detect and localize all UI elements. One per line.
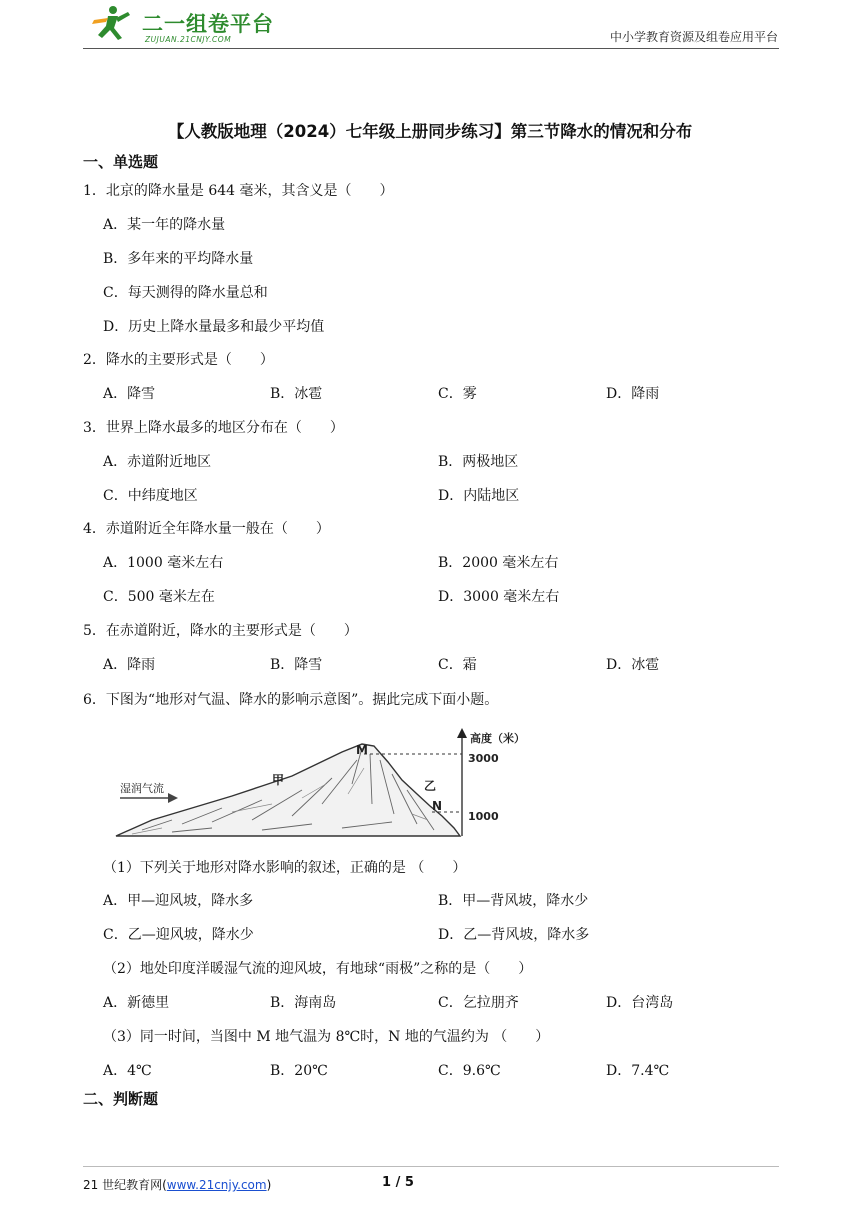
- question-2-stem: 2．降水的主要形式是（ ）: [83, 352, 274, 368]
- sq3-option-b: B．20℃: [270, 1063, 328, 1079]
- subquestion-3-stem: （3）同一时间，当图中 M 地气温为 8℃时，N 地的气温约为 （ ）: [103, 1029, 550, 1045]
- sq1-option-d: D．乙—背风坡，降水多: [438, 927, 590, 943]
- question-6-stem: 6．下图为“地形对气温、降水的影响示意图”。据此完成下面小题。: [83, 692, 499, 708]
- logo-subtext: ZUJUAN.21CNJY.COM: [145, 35, 232, 44]
- q3-option-b: B．两极地区: [438, 454, 519, 470]
- footer-suffix: ): [266, 1178, 272, 1192]
- header-right-text: 中小学教育资源及组卷应用平台: [609, 30, 778, 44]
- q3-option-d: D．内陆地区: [438, 488, 520, 504]
- label-n: N: [432, 799, 443, 813]
- q4-option-b: B．2000 毫米左右: [438, 555, 559, 571]
- footer-divider: [83, 1166, 779, 1167]
- question-5-stem: 5．在赤道附近，降水的主要形式是（ ）: [83, 623, 358, 639]
- footer-source: [83, 1176, 271, 1193]
- axis-title: 高度（米）: [470, 732, 525, 745]
- axis-arrow-icon: [457, 728, 467, 738]
- terrain-diagram: [112, 724, 525, 844]
- q1-option-d: D．历史上降水量最多和最少平均值: [103, 319, 325, 335]
- header-divider: [83, 48, 779, 49]
- label-jia: 甲: [272, 773, 285, 787]
- label-yi: 乙: [424, 779, 437, 793]
- label-m: M: [356, 743, 368, 757]
- tick-3000: 3000: [468, 752, 499, 765]
- sq2-option-c: C．乞拉朋齐: [438, 995, 519, 1011]
- subquestion-2-stem: （2）地处印度洋暖湿气流的迎风坡，有地球“雨极”之称的是（ ）: [103, 961, 533, 977]
- q5-option-a: A．降雨: [103, 657, 156, 673]
- q5-option-b: B．降雪: [270, 657, 323, 673]
- subquestion-1-stem: （1）下列关于地形对降水影响的叙述，正确的是 （ ）: [103, 860, 467, 876]
- airflow-arrowhead-icon: [168, 793, 178, 803]
- sq1-option-a: A．甲—迎风坡，降水多: [103, 893, 254, 909]
- sq1-option-b: B．甲—背风坡，降水少: [438, 893, 589, 909]
- sq2-option-a: A．新德里: [103, 995, 170, 1011]
- q2-option-b: B．冰雹: [270, 386, 323, 402]
- q1-option-c: C．每天测得的降水量总和: [103, 285, 268, 301]
- q4-option-c: C．500 毫米左在: [103, 589, 215, 605]
- q3-option-a: A．赤道附近地区: [103, 454, 212, 470]
- sq1-option-c: C．乙—迎风坡，降水少: [103, 927, 254, 943]
- q1-option-b: B．多年来的平均降水量: [103, 251, 254, 267]
- header: [0, 0, 860, 50]
- sq2-option-b: B．海南岛: [270, 995, 337, 1011]
- mountain-shape: [116, 744, 460, 836]
- tick-1000: 1000: [468, 810, 499, 823]
- q5-option-c: C．霜: [438, 657, 477, 673]
- logo-runner-icon: [86, 4, 136, 44]
- q4-option-a: A．1000 毫米左右: [103, 555, 224, 571]
- q3-option-c: C．中纬度地区: [103, 488, 198, 504]
- section-heading-judgment: 二、判断题: [83, 1090, 159, 1108]
- sq3-option-d: D．7.4℃: [606, 1063, 670, 1079]
- q2-option-c: C．雾: [438, 386, 477, 402]
- page-title: 【人教版地理（2024）七年级上册同步练习】第三节降水的情况和分布: [167, 122, 693, 141]
- sq3-option-c: C．9.6℃: [438, 1063, 501, 1079]
- question-1-stem: 1．北京的降水量是 644 毫米，其含义是（ ）: [83, 183, 394, 199]
- logo-text: 二一组卷平台: [142, 12, 274, 36]
- sq3-option-a: A．4℃: [103, 1063, 152, 1079]
- question-4-stem: 4．赤道附近全年降水量一般在（ ）: [83, 521, 330, 537]
- q2-option-a: A．降雪: [103, 386, 156, 402]
- q5-option-d: D．冰雹: [606, 657, 660, 673]
- q2-option-d: D．降雨: [606, 386, 660, 402]
- section-heading-single-choice: 一、单选题: [83, 153, 159, 171]
- airflow-label: 湿润气流: [120, 782, 164, 795]
- page-number: 1 / 5: [382, 1175, 414, 1190]
- q4-option-d: D．3000 毫米左右: [438, 589, 560, 605]
- footer-prefix: 21 世纪教育网(: [83, 1178, 167, 1192]
- sq2-option-d: D．台湾岛: [606, 995, 674, 1011]
- question-3-stem: 3．世界上降水最多的地区分布在（ ）: [83, 420, 344, 436]
- q1-option-a: A．某一年的降水量: [103, 217, 226, 233]
- footer-link[interactable]: www.21cnjy.com: [166, 1178, 267, 1192]
